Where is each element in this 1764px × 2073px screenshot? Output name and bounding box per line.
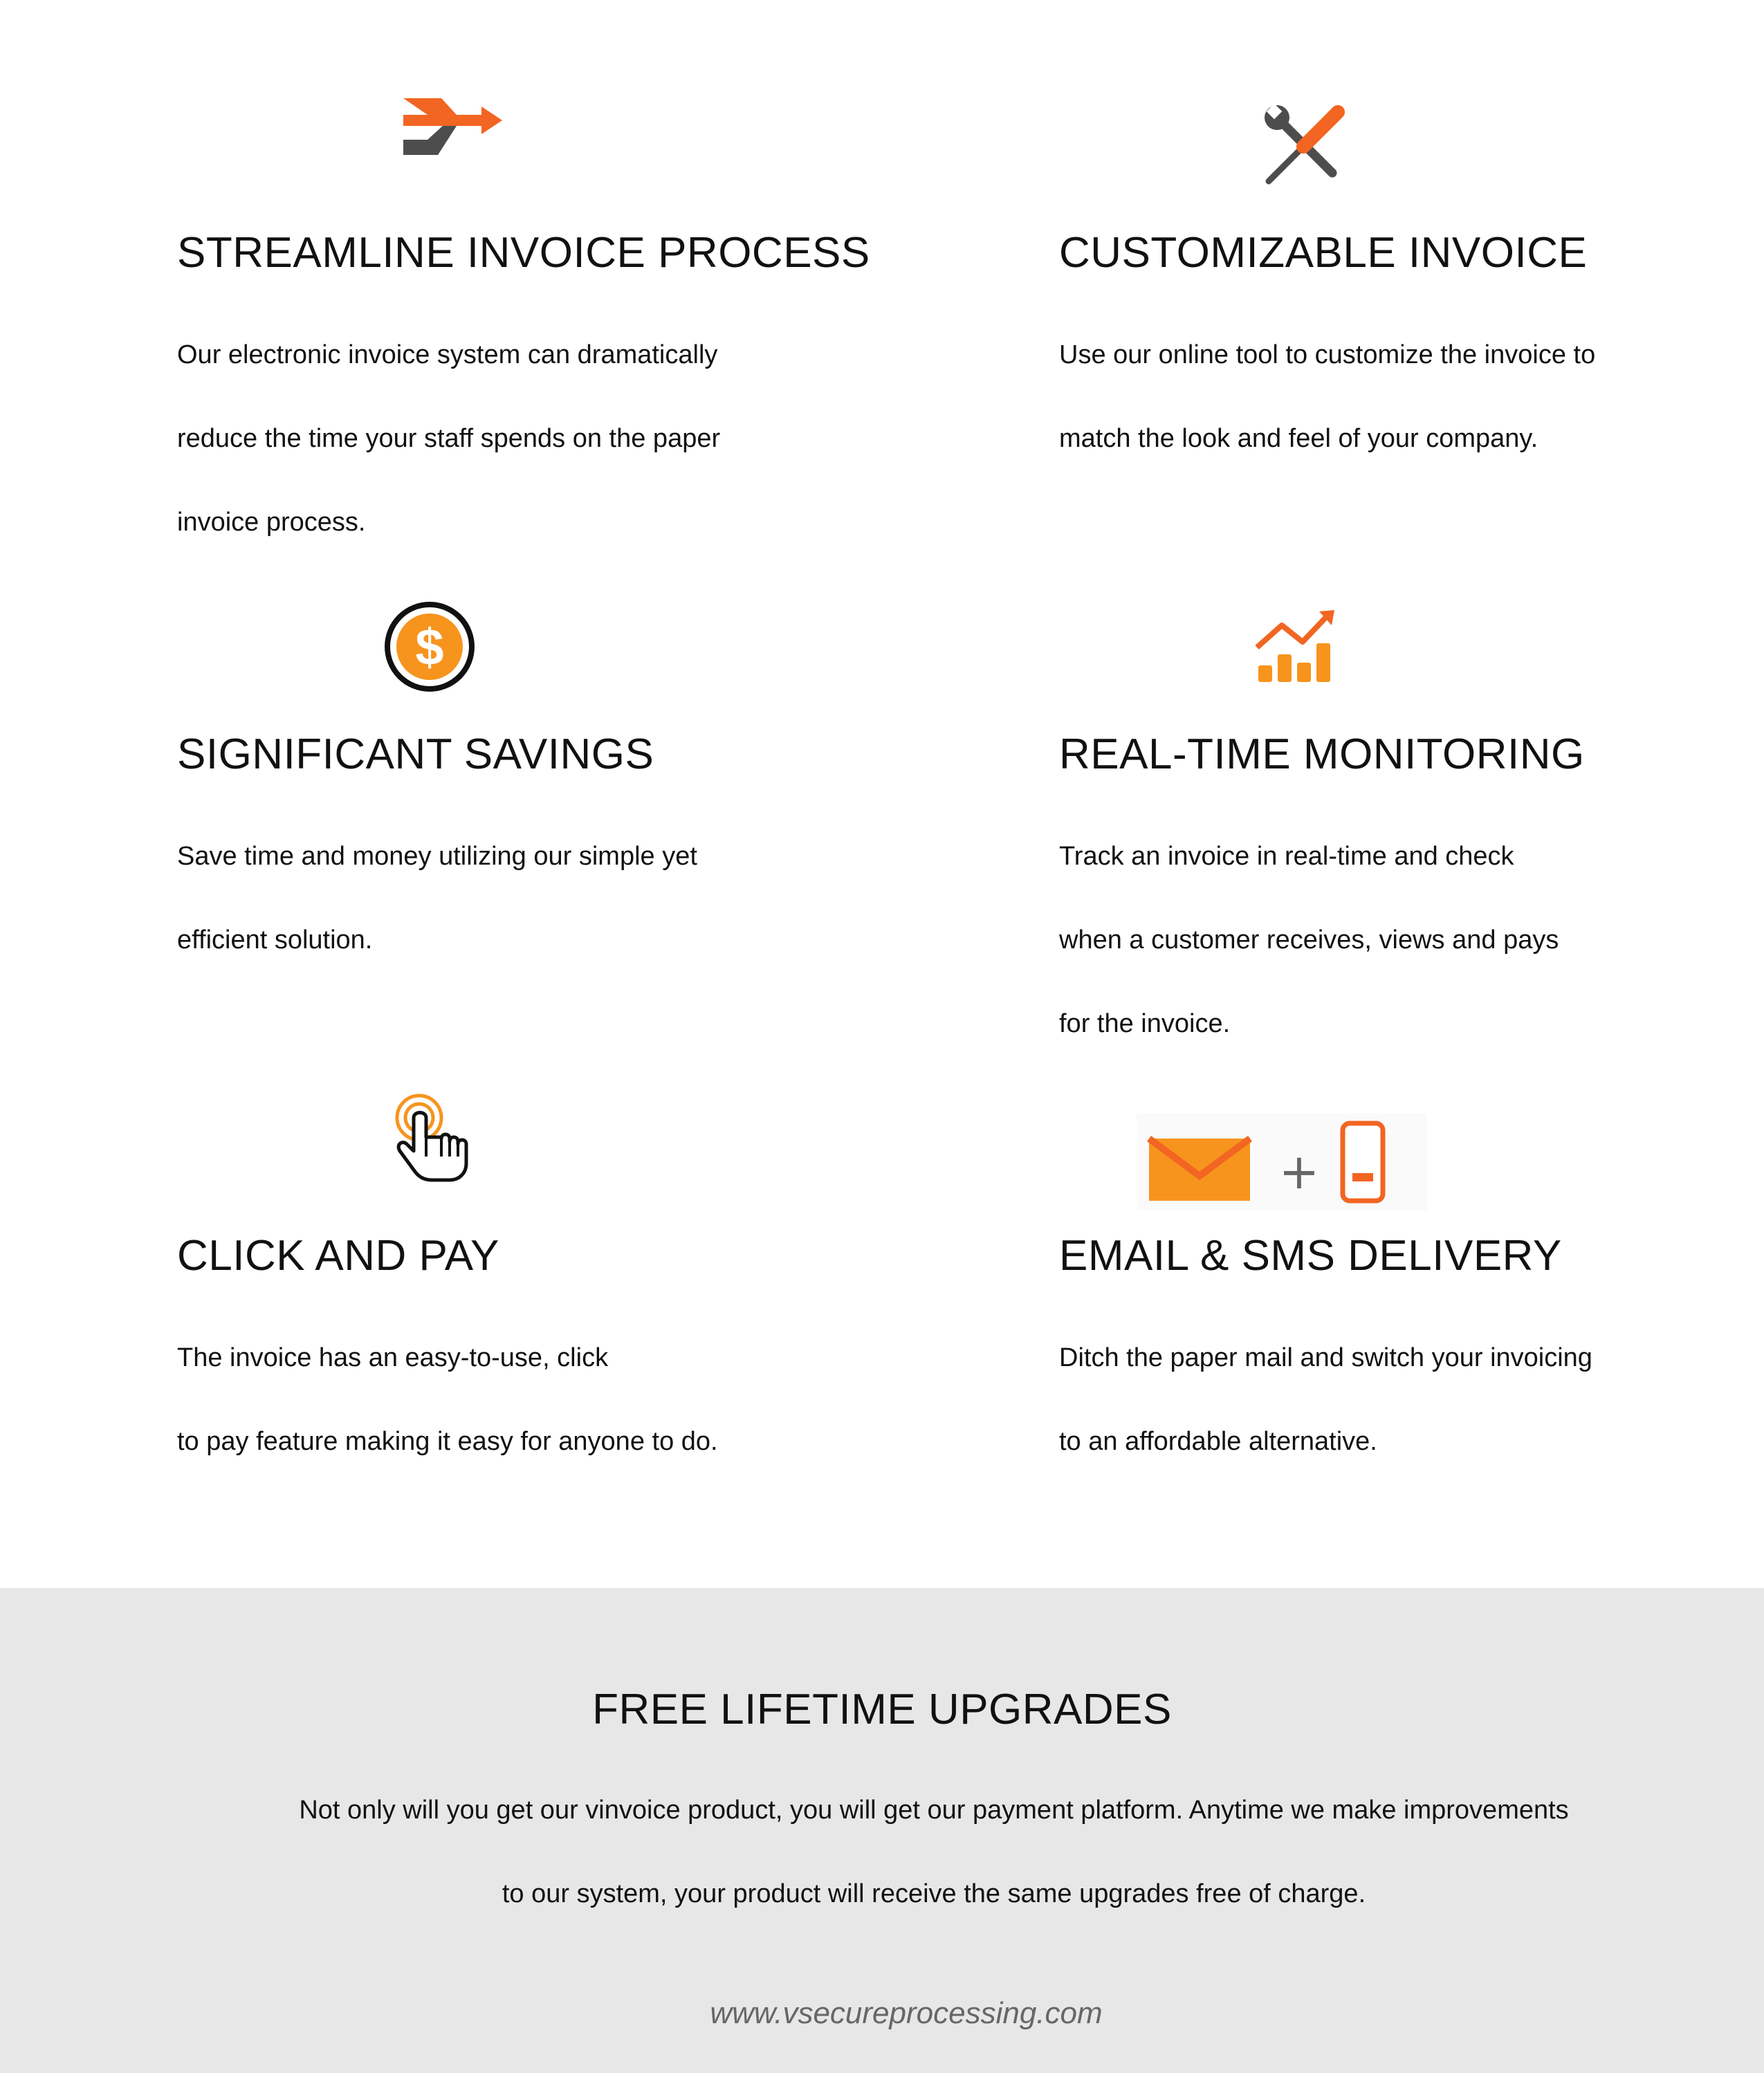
feature-description-line: efficient solution.	[177, 925, 373, 955]
feature-description-line: when a customer receives, views and pays	[1059, 925, 1559, 955]
upgrades-band	[0, 1588, 1764, 2073]
growth-chart-icon	[1253, 609, 1343, 685]
feature-description-line: The invoice has an easy-to-use, click	[177, 1343, 609, 1372]
website-link[interactable]: www.vsecureprocessing.com	[710, 1996, 1103, 2030]
email-plus-phone-icon	[1137, 1114, 1427, 1210]
feature-title: STREAMLINE INVOICE PROCESS	[177, 229, 870, 277]
feature-description-line: Track an invoice in real-time and check	[1059, 842, 1514, 871]
feature-description-line: Our electronic invoice system can dramatically	[177, 340, 718, 369]
feature-title: EMAIL & SMS DELIVERY	[1059, 1232, 1562, 1280]
feature-description-line: Ditch the paper mail and switch your invoicing	[1059, 1343, 1592, 1372]
svg-text:$: $	[415, 618, 444, 676]
feature-description-line: Use our online tool to customize the invoice to	[1059, 340, 1596, 369]
feature-title: CUSTOMIZABLE INVOICE	[1059, 229, 1588, 277]
feature-title: SIGNIFICANT SAVINGS	[177, 730, 654, 778]
upgrades-description-line: Not only will you get our vinvoice product, you will get our payment platform. Anytime we make improvements	[299, 1796, 1569, 1825]
upgrades-description-line: to our system, your product will receive the same upgrades free of charge.	[502, 1879, 1366, 1908]
feature-description-line: for the invoice.	[1059, 1009, 1231, 1038]
svg-text:+: +	[1278, 1143, 1320, 1200]
feature-description-line: invoice process.	[177, 508, 366, 537]
feature-description-line: Save time and money utilizing our simple yet	[177, 842, 697, 871]
feature-description-line: match the look and feel of your company.	[1059, 424, 1538, 453]
feature-title: CLICK AND PAY	[177, 1232, 499, 1280]
feature-description-line: to an affordable alternative.	[1059, 1427, 1377, 1456]
click-hand-icon	[392, 1093, 475, 1183]
feature-title: REAL-TIME MONITORING	[1059, 730, 1585, 778]
feature-description-line: reduce the time your staff spends on the paper	[177, 424, 721, 453]
upgrades-title: FREE LIFETIME UPGRADES	[592, 1686, 1172, 1733]
feature-description-line: to pay feature making it easy for anyone to do.	[177, 1427, 718, 1456]
dollar-coin-icon	[383, 600, 476, 693]
tools-icon	[1263, 104, 1346, 187]
merge-arrows-icon	[400, 90, 504, 159]
